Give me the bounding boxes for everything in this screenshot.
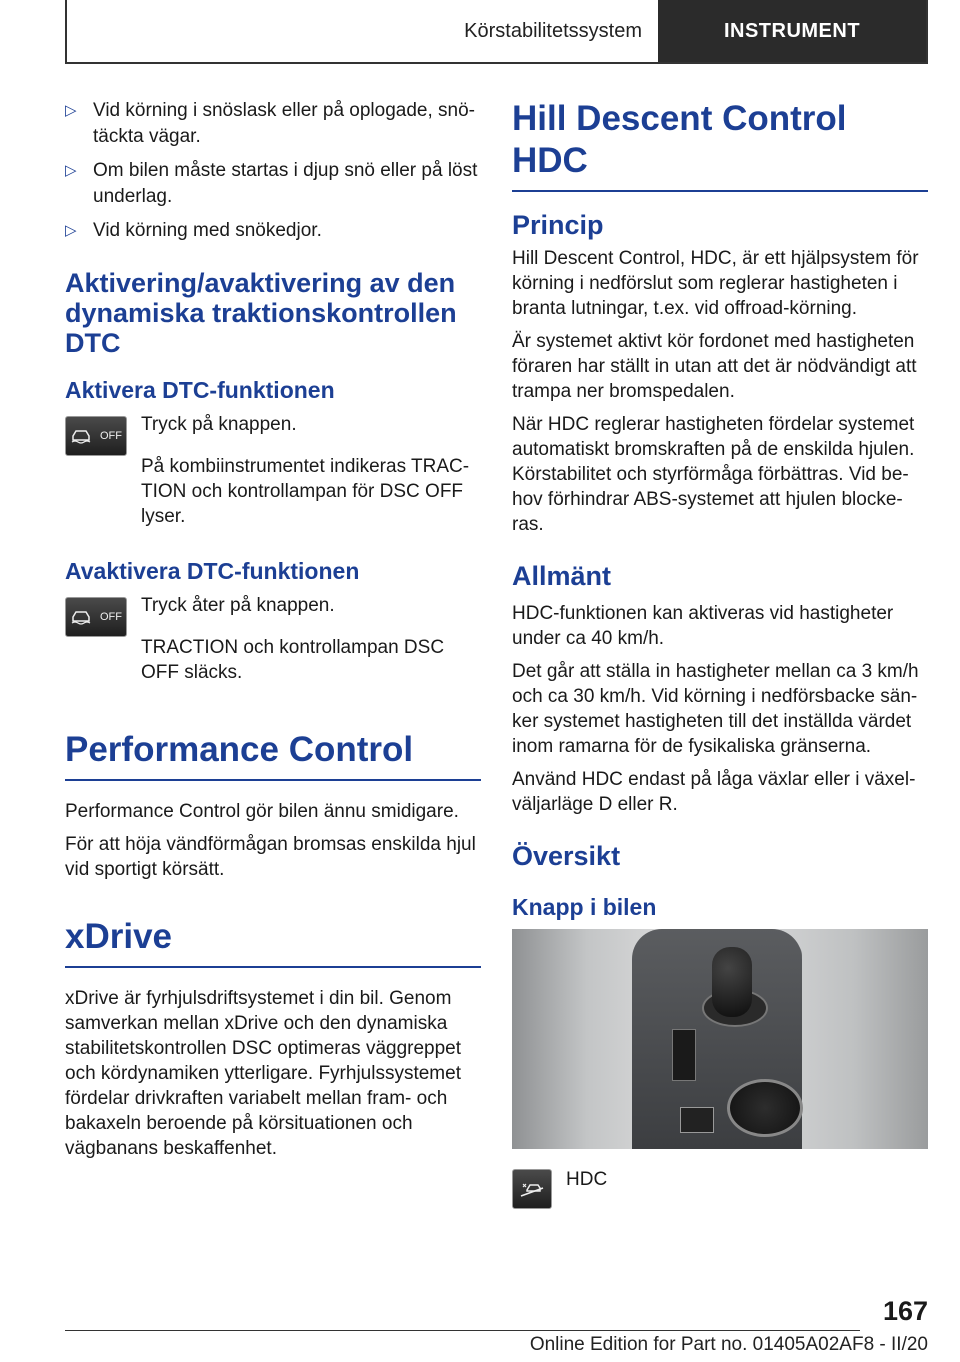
oversikt-heading: Översikt: [512, 841, 621, 871]
section-title: Körstabilitetssystem: [464, 19, 642, 42]
dsc-off-button-icon: OFF: [65, 597, 127, 637]
allmant-heading: Allmänt: [512, 561, 612, 591]
triangle-bullet-icon: ▷: [65, 162, 77, 179]
princip-paragraph-2: Är systemet aktivt kör fordonet med hastigheten föraren har ställt in utan att det är nödvändigt att trampa ner bromspedalen.: [512, 331, 917, 402]
car-skid-icon: [70, 428, 92, 444]
xdrive-paragraph: xDrive är fyrhjulsdriftsystemet i din bil. Genom samverkan mellan xDrive och den dynamiska stabilitetskontrollen DSC optimeras väggreppet och kördynamiken ytterligare. Fyrhjulssystemet fördelar drivkraften variabelt mellan fram- och bakaxeln beroende på körsituationen och vägbanans beskaffenhet.: [65, 988, 462, 1159]
dtc-heading: Aktivering/avaktivering av den dynamiska traktionskontrollen DTC: [65, 268, 457, 358]
princip-paragraph-1: Hill Descent Control, HDC, är ett hjälpsystem för körning i nedförslut som reglerar hastigheten i branta lutningar, t.ex. vid offroad-körning.: [512, 248, 919, 319]
activate-step-1: Tryck på knappen.: [141, 414, 297, 435]
activate-dtc-row: [65, 412, 481, 456]
princip-heading: Princip: [512, 210, 604, 240]
knapp-heading: Knapp i bilen: [512, 894, 657, 920]
hdc-button-row: [512, 1165, 928, 1209]
dsc-off-button-icon: OFF: [65, 416, 127, 456]
list-item: ▷ Om bilen måste startas i djup snö eller på löst underlag.: [65, 160, 478, 207]
performance-paragraph-1: Performance Control gör bilen ännu smidigare.: [65, 801, 459, 822]
running-header: [65, 0, 928, 64]
chapter-tab[interactable]: INSTRUMENT: [658, 0, 926, 62]
xdrive-heading: xDrive: [65, 916, 481, 968]
allmant-paragraph-2: Det går att ställa in hastigheter mellan ca 3 km/h och ca 30 km/h. Vid körning i nedförsbacke sänker systemet hastigheten till det inställda värdet inom ramarna för de fysikaliska gränserna.: [512, 661, 919, 757]
deactivate-dtc-heading: Avaktivera DTC-funktionen: [65, 558, 360, 584]
footer-rule: [65, 1330, 860, 1331]
right-column: [512, 98, 928, 1209]
hdc-icon: [512, 1169, 552, 1209]
princip-paragraph-3: När HDC reglerar hastigheten fördelar systemet automatiskt bromskraften på de enskilda hjulen. Körstabilitet och styrförmåga förbättras. Vid behov förhindrar ABS-systemet att hjulen blockeras.: [512, 414, 915, 535]
hill-descent-car-icon: [517, 1174, 547, 1204]
allmant-paragraph-1: HDC-funktionen kan aktiveras vid hastigheter under ca 40 km/h.: [512, 603, 894, 649]
deactivate-dtc-row: [65, 593, 481, 637]
hdc-label: HDC: [566, 1169, 608, 1190]
footer-edition: Online Edition for Part no. 01405A02AF8 - II/20: [529, 1334, 928, 1355]
list-item: ▷ Vid körning med snökedjor.: [65, 218, 481, 244]
list-item: ▷ Vid körning i snöslask eller på oplogade, snötäckta vägar.: [65, 100, 475, 147]
idrive-controller: [727, 1079, 803, 1137]
hdc-heading: Hill Descent Control HDC: [512, 98, 928, 192]
car-skid-icon: [70, 609, 92, 625]
triangle-bullet-icon: ▷: [65, 102, 77, 119]
activate-step-2a: På kombiinstrumentet indikeras TRACTION och kontrollampan för DSC OFF lyser.: [141, 456, 470, 527]
performance-control-heading: Performance Control: [65, 729, 481, 781]
hdc-button-photo: [680, 1107, 714, 1133]
left-column: [65, 98, 481, 1169]
page-number: 167: [882, 1296, 928, 1326]
activate-dtc-heading: Aktivera DTC-funktionen: [65, 377, 335, 403]
gear-selector-knob: [712, 947, 752, 1017]
allmant-paragraph-3: Använd HDC endast på låga växlar eller i växelväljarläge D eller R.: [512, 769, 916, 815]
deactivate-step-2: TRACTION och kontrollampan DSC OFF släcks.: [141, 637, 445, 683]
center-console-photo: [512, 929, 928, 1149]
deactivate-step-1: Tryck åter på knappen.: [141, 595, 335, 616]
triangle-bullet-icon: ▷: [65, 222, 77, 239]
performance-paragraph-2: För att höja vändförmågan bromsas enskilda hjul vid sportigt körsätt.: [65, 834, 476, 880]
